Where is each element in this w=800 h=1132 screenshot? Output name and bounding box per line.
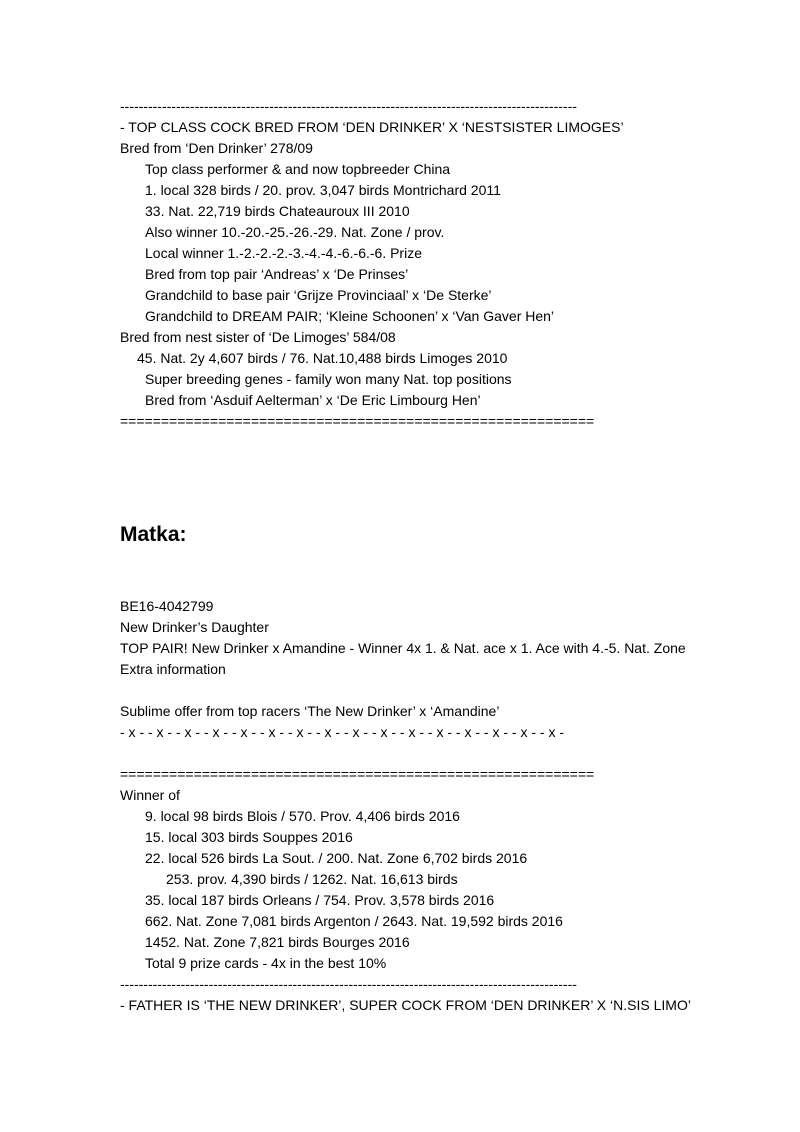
divider-double-top: ========================================================== (120, 413, 595, 429)
text-line: Bred from top pair ‘Andreas’ x ‘De Prinses’ (145, 266, 409, 282)
text-line: Local winner 1.-2.-2.-2.-3.-4.-4.-6.-6.-6. Prize (145, 245, 422, 261)
offer-line: Sublime offer from top racers ‘The New Drinker’ x ‘Amandine’ (120, 703, 500, 719)
text-line: 15. local 303 birds Souppes 2016 (145, 829, 353, 845)
pedigree-header: - TOP CLASS COCK BRED FROM ‘DEN DRINKER’ X ‘NESTSISTER LIMOGES’ (120, 119, 624, 135)
parents-line: TOP PAIR! New Drinker x Amandine - Winner 4x 1. & Nat. ace x 1. Ace with 4.-5. Nat. Zone (120, 640, 686, 656)
extra-information-label: Extra information (120, 661, 226, 677)
divider-double-bottom: ========================================================== (120, 766, 595, 782)
bird-name: New Drinker’s Daughter (120, 619, 269, 635)
text-line: Grandchild to base pair ‘Grijze Provinciaal’ x ‘De Sterke’ (145, 287, 492, 303)
results-lines (120, 806, 720, 974)
text-line: Bred from ‘Den Drinker’ 278/09 (120, 140, 313, 156)
section-heading-matka: Matka: (120, 523, 187, 546)
text-line: 253. prov. 4,390 birds / 1262. Nat. 16,613 birds (166, 871, 458, 887)
text-line: Super breeding genes - family won many Nat. top positions (145, 371, 512, 387)
divider-dashed-bottom: -------------------------------------------------------------------------------------------------- (120, 976, 577, 992)
x-separator: - x - - x - - x - - x - - x - - x - - x - - x - - x - - x - - x - - x - - x - - x - - x - - x - (120, 724, 568, 740)
text-line: 22. local 526 birds La Sout. / 200. Nat. Zone 6,702 birds 2016 (145, 850, 528, 866)
results-header: Winner of (120, 787, 180, 803)
father-footer-line: - FATHER IS ‘THE NEW DRINKER’, SUPER COCK FROM ‘DEN DRINKER’ X ‘N.SIS LIMO’ (120, 997, 691, 1013)
text-line: Grandchild to DREAM PAIR; ‘Kleine Schoonen’ x ‘Van Gaver Hen’ (145, 308, 555, 324)
text-line: Bred from nest sister of ‘De Limoges’ 584/08 (120, 329, 396, 345)
pedigree-lines (120, 138, 720, 411)
ring-number: BE16-4042799 (120, 598, 214, 614)
text-line: Also winner 10.-20.-25.-26.-29. Nat. Zone / prov. (145, 224, 445, 240)
spacer (120, 680, 720, 701)
text-line: Bred from ‘Asduif Aelterman’ x ‘De Eric Limbourg Hen’ (145, 392, 481, 408)
text-line: 9. local 98 birds Blois / 570. Prov. 4,406 birds 2016 (145, 808, 460, 824)
text-line: 662. Nat. Zone 7,081 birds Argenton / 2643. Nat. 19,592 birds 2016 (145, 913, 563, 929)
text-line: 33. Nat. 22,719 birds Chateauroux III 2010 (145, 203, 410, 219)
text-line: Total 9 prize cards - 4x in the best 10% (145, 955, 387, 971)
text-line: 1452. Nat. Zone 7,821 birds Bourges 2016 (145, 934, 410, 950)
text-line: 1. local 328 birds / 20. prov. 3,047 birds Montrichard 2011 (145, 182, 501, 198)
divider-dashed-top: -------------------------------------------------------------------------------------------------- (120, 98, 577, 114)
text-line: Top class performer & and now topbreeder China (145, 161, 451, 177)
text-line: 35. local 187 birds Orleans / 754. Prov. 3,578 birds 2016 (145, 892, 495, 908)
text-line: 45. Nat. 2y 4,607 birds / 76. Nat.10,488 birds Limoges 2010 (137, 350, 508, 366)
spacer (120, 743, 720, 764)
